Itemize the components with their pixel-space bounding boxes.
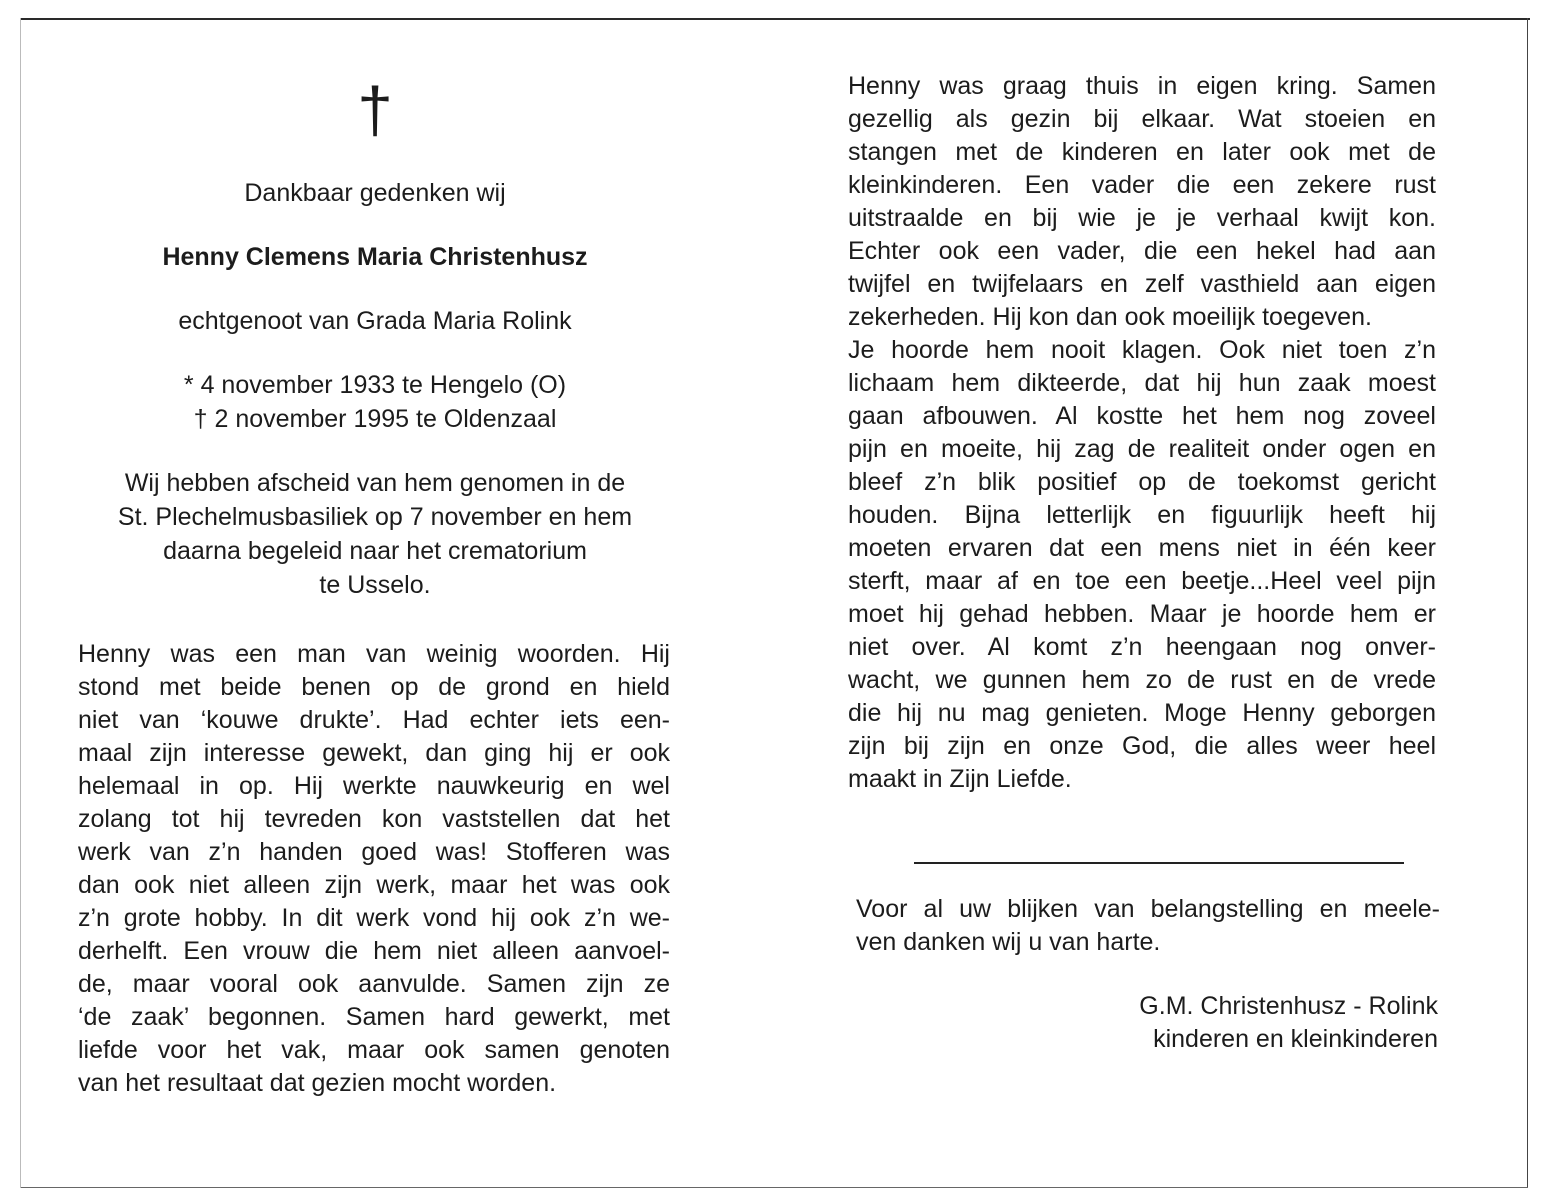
paragraph-line: Henny was graag thuis in eigen kring. Samen (848, 72, 1436, 100)
funeral-line: te Usselo. (319, 571, 431, 599)
funeral-line: daarna begeleid naar het crematorium (163, 537, 587, 565)
paragraph-line: moeten ervaren dat een mens niet in één keer (848, 534, 1436, 562)
paragraph-line: helemaal in op. Hij werkte nauwkeurig en wel (78, 772, 670, 800)
thanks-line: Voor al uw blijken van belangstelling en meele- (856, 895, 1440, 923)
scan-edge-left (20, 18, 21, 1188)
paragraph-line: houden. Bijna letterlijk en figuurlijk heeft hij (848, 501, 1436, 529)
signature-name: G.M. Christenhusz - Rolink (1139, 992, 1438, 1020)
divider-line (914, 862, 1404, 864)
paragraph-line: Echter ook een vader, die een hekel had aan (848, 237, 1436, 265)
right-column (848, 70, 1436, 796)
paragraph-line: niet over. Al komt z’n heengaan nog onver- (848, 633, 1436, 661)
paragraph-line: uitstraalde en bij wie je je verhaal kwijt kon. (848, 204, 1436, 232)
paragraph-line: bleef z’n blik positief op de toekomst gericht (848, 468, 1436, 496)
birth-date: * 4 november 1933 te Hengelo (O) (183, 371, 567, 399)
thanks-line: ven danken wij u van harte. (856, 928, 1161, 956)
paragraph-line: pijn en moeite, hij zag de realiteit onder ogen en (848, 435, 1436, 463)
scan-edge-right (1527, 18, 1528, 1188)
paragraph-line: stond met beide benen op de grond en hield (78, 673, 670, 701)
paragraph-line: liefde voor het vak, maar ook samen genoten (78, 1036, 670, 1064)
deceased-name: Henny Clemens Maria Christenhusz (162, 243, 588, 271)
paragraph-line: Henny was een man van weinig woorden. Hij (78, 640, 670, 668)
funeral-line: St. Plechelmusbasiliek op 7 november en hem (117, 503, 633, 531)
paragraph-line: zekerheden. Hij kon dan ook moeilijk toegeven. (848, 303, 1372, 331)
scan-edge-bottom (20, 1187, 1528, 1188)
paragraph-line: die hij nu mag genieten. Moge Henny geborgen (848, 699, 1436, 727)
paragraph-line: van het resultaat dat gezien mocht worden. (78, 1069, 557, 1097)
paragraph-line: ‘de zaak’ begonnen. Samen hard gewerkt, met (78, 1003, 670, 1031)
paragraph-line: sterft, maar af en toe een beetje...Heel veel pijn (848, 567, 1436, 595)
paragraph-line: niet van ‘kouwe drukte’. Had echter iets een- (78, 706, 670, 734)
scan-edge-top (20, 18, 1530, 20)
paragraph-line: twijfel en twijfelaars en zelf vasthield aan eigen (848, 270, 1436, 298)
paragraph-line: stangen met de kinderen en later ook met de (848, 138, 1436, 166)
paragraph-line: Je hoorde hem nooit klagen. Ook niet toen z’n (848, 336, 1436, 364)
paragraph-line: dan ook niet alleen zijn werk, maar het was ook (78, 871, 670, 899)
paragraph-line: gaan afbouwen. Al kostte het hem nog zoveel (848, 402, 1436, 430)
paragraph-line: maakt in Zijn Liefde. (848, 765, 1072, 793)
funeral-block (78, 466, 672, 602)
spouse-line: echtgenoot van Grada Maria Rolink (178, 307, 572, 335)
paragraph-line: z’n grote hobby. In dit werk vond hij ook z’n we- (78, 904, 670, 932)
paragraph-line: werk van z’n handen goed was! Stofferen was (78, 838, 670, 866)
life-paragraph-right (848, 70, 1436, 796)
paragraph-line: moet hij gehad hebben. Maar je hoorde hem er (848, 600, 1436, 628)
signature-block (1040, 990, 1438, 1056)
paragraph-line: kleinkinderen. Een vader die een zekere rust (848, 171, 1436, 199)
paragraph-line: maal zijn interesse gewekt, dan ging hij er ook (78, 739, 670, 767)
death-date: † 2 november 1995 te Oldenzaal (193, 405, 557, 433)
paragraph-line: derhelft. Een vrouw die hem niet alleen aanvoel- (78, 937, 670, 965)
paragraph-line: gezellig als gezin bij elkaar. Wat stoeien en (848, 105, 1436, 133)
paragraph-line: wacht, we gunnen hem zo de rust en de vrede (848, 666, 1436, 694)
paragraph-line: zolang tot hij tevreden kon vaststellen dat het (78, 805, 670, 833)
intro-text: Dankbaar gedenken wij (244, 179, 506, 207)
signature-family: kinderen en kleinkinderen (1153, 1025, 1438, 1053)
paragraph-line: de, maar vooral ook aanvulde. Samen zijn ze (78, 970, 670, 998)
life-paragraph-left (78, 638, 670, 1100)
funeral-line: Wij hebben afscheid van hem genomen in de (124, 469, 626, 497)
paragraph-line: zijn bij zijn en onze God, die alles weer heel (848, 732, 1436, 760)
thanks-block (856, 893, 1440, 959)
left-column (78, 74, 672, 1100)
dates-block (78, 368, 672, 436)
cross-icon: † (357, 74, 393, 146)
paragraph-line: lichaam hem dikteerde, dat hij hun zaak moest (848, 369, 1436, 397)
